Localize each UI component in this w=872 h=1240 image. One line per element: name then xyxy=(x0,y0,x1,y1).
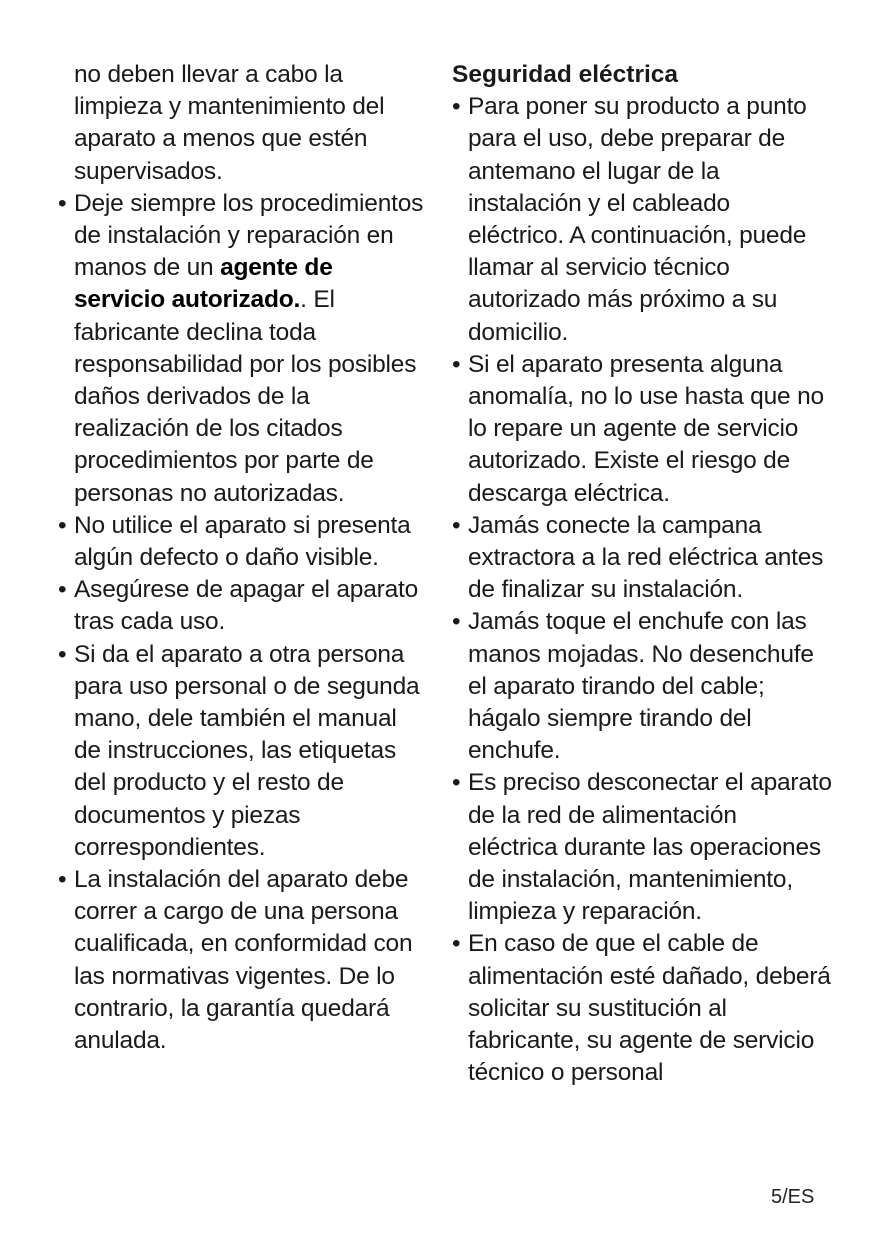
bullet-installation: • La instalación del aparato debe correr a cargo de una persona cualificada, en conformidad con las normativas vigentes. De lo contrario, la garantía quedará anulada. xyxy=(58,864,428,1057)
left-column xyxy=(58,59,428,1057)
right-column xyxy=(452,59,832,1090)
bullet-disconnect: • Es preciso desconectar el aparato de la red de alimentación eléctrica durante las operaciones de instalación, mantenimiento, limpieza y reparación. xyxy=(452,767,832,928)
bullet-prepare: • Para poner su producto a punto para el uso, debe preparar de antemano el lugar de la instalación y el cableado eléctrico. A continuación, puede llamar al servicio técnico autorizado más próximo a su domicilio. xyxy=(452,91,832,349)
bullet-defects: • No utilice el aparato si presenta algún defecto o daño visible. xyxy=(58,510,428,574)
section-heading: Seguridad eléctrica xyxy=(452,61,679,88)
bullet-switch-off: • Asegúrese de apagar el aparato tras cada uso. xyxy=(58,574,428,638)
bullet-anomaly: • Si el aparato presenta alguna anomalía, no lo use hasta que no lo repare un agente de servicio autorizado. Existe el riesgo de descarga eléctrica. xyxy=(452,349,832,510)
bullet-connect: • Jamás conecte la campana extractora a la red eléctrica antes de finalizar su instalación. xyxy=(452,510,832,607)
bullet-hand-over: • Si da el aparato a otra persona para uso personal o de segunda mano, dele también el manual de instrucciones, las etiquetas del producto y el resto de documentos y piezas correspondientes. xyxy=(58,639,428,864)
bullet-wet-hands: • Jamás toque el enchufe con las manos mojadas. No desenchufe el aparato tirando del cable; hágalo siempre tirando del enchufe. xyxy=(452,606,832,767)
continuation-paragraph: no deben llevar a cabo la limpieza y mantenimiento del aparato a menos que estén supervisados. xyxy=(74,61,385,185)
bullet-text: . El fabricante declina toda responsabilidad por los posibles daños derivados de la realización de los citados procedimientos por parte de personas no autorizadas. xyxy=(74,286,417,507)
bullet-service-agent xyxy=(58,188,428,510)
page-number: 5/ES xyxy=(771,1186,815,1208)
bullet-text: Deje siempre los procedimientos de instalación y reparación en manos de un xyxy=(74,189,424,282)
service-agent-emphasis: agente de servicio autorizado. xyxy=(74,254,333,314)
bullet-damaged-cable: • En caso de que el cable de alimentación esté dañado, deberá solicitar su sustitución al fabricante, su agente de servicio técnico o personal xyxy=(452,928,832,1089)
